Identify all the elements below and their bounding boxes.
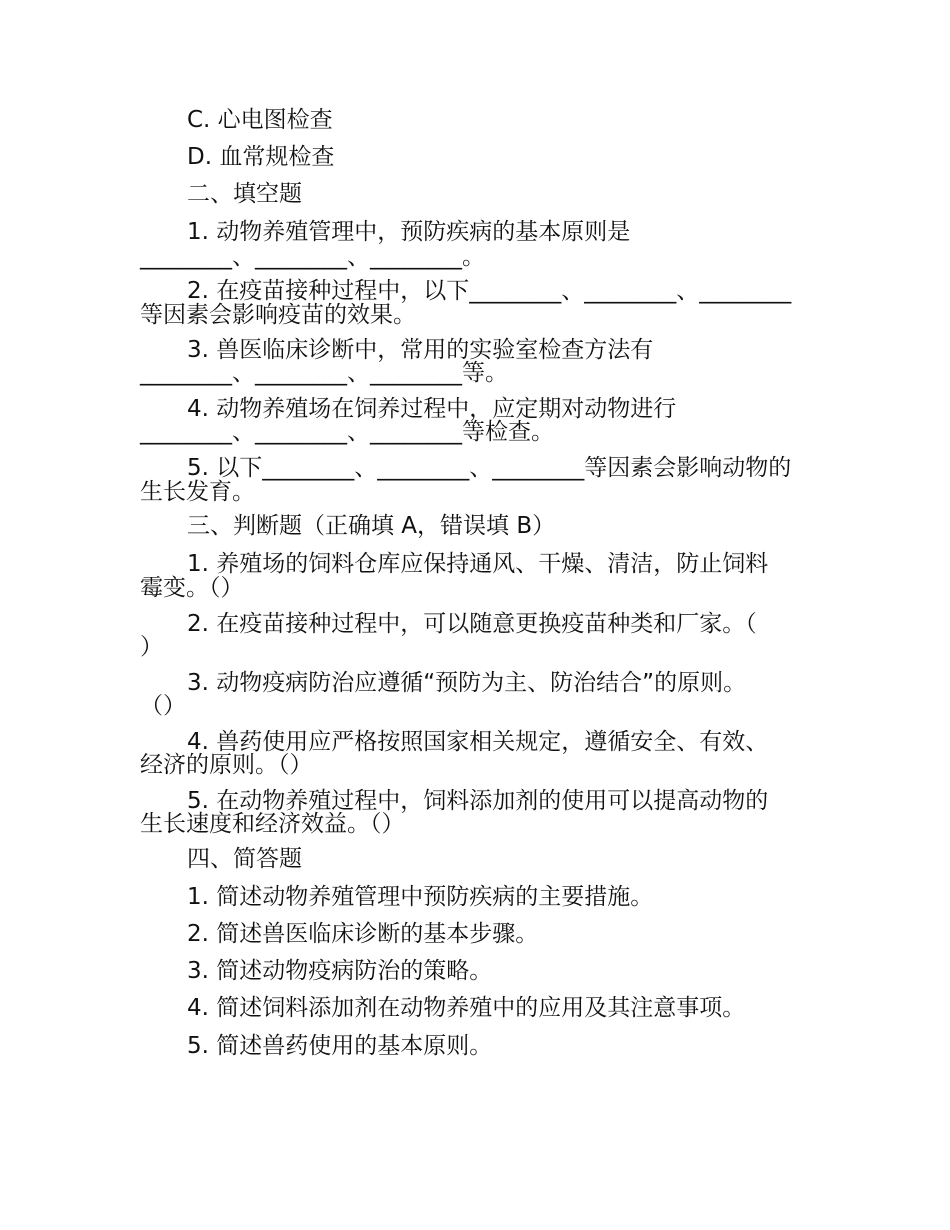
fill-blank-q1: 1. 动物养殖管理中，预防疾病的基本原则是 (187, 219, 631, 245)
option-d: D. 血常规检查 (187, 144, 335, 170)
true-false-q2-cont: ） (140, 634, 163, 660)
fill-blank-q3: 3. 兽医临床诊断中，常用的实验室检查方法有 (187, 337, 654, 363)
fill-blank-q2-cont: 等因素会影响疫苗的效果。 (140, 302, 416, 328)
fill-blank-q4: 4. 动物养殖场在饲养过程中，应定期对动物进行 (187, 396, 677, 422)
section-heading-true-false: 三、判断题（正确填 A，错误填 B） (187, 513, 556, 539)
fill-blank-q5-cont: 生长发育。 (140, 479, 255, 505)
short-answer-q5: 5. 简述兽药使用的基本原则。 (187, 1033, 493, 1059)
short-answer-q1: 1. 简述动物养殖管理中预防疾病的主要措施。 (187, 884, 654, 910)
true-false-q3: 3. 动物疫病防治应遵循“预防为主、防治结合”的原则。 (187, 670, 747, 696)
fill-blank-q2: 2. 在疫苗接种过程中，以下________、________、________ (187, 278, 792, 304)
true-false-q3-cont: （） (140, 693, 186, 719)
fill-blank-q4-blanks: ________、________、________等检查。 (140, 419, 554, 445)
fill-blank-q1-blanks: ________、________、________。 (140, 244, 485, 270)
true-false-q1-cont: 霉变。（） (140, 575, 244, 601)
true-false-q5: 5. 在动物养殖过程中，饲料添加剂的使用可以提高动物的 (187, 788, 769, 814)
section-heading-fill-blank: 二、填空题 (187, 181, 302, 207)
true-false-q4-cont: 经济的原则。（） (140, 752, 313, 778)
option-c: C. 心电图检查 (187, 107, 333, 133)
true-false-q5-cont: 生长速度和经济效益。（） (140, 811, 405, 837)
true-false-q1: 1. 养殖场的饲料仓库应保持通风、干燥、清洁，防止饲料 (187, 551, 769, 577)
short-answer-q3: 3. 简述动物疫病防治的策略。 (187, 958, 493, 984)
short-answer-q2: 2. 简述兽医临床诊断的基本步骤。 (187, 921, 539, 947)
true-false-q2: 2. 在疫苗接种过程中，可以随意更换疫苗种类和厂家。（ (187, 611, 757, 637)
short-answer-q4: 4. 简述饲料添加剂在动物养殖中的应用及其注意事项。 (187, 995, 746, 1021)
fill-blank-q5: 5. 以下________、________、________等因素会影响动物的 (187, 455, 792, 481)
section-heading-short-answer: 四、简答题 (187, 846, 302, 872)
true-false-q4: 4. 兽药使用应严格按照国家相关规定，遵循安全、有效、 (187, 729, 769, 755)
fill-blank-q3-blanks: ________、________、________等。 (140, 360, 508, 386)
